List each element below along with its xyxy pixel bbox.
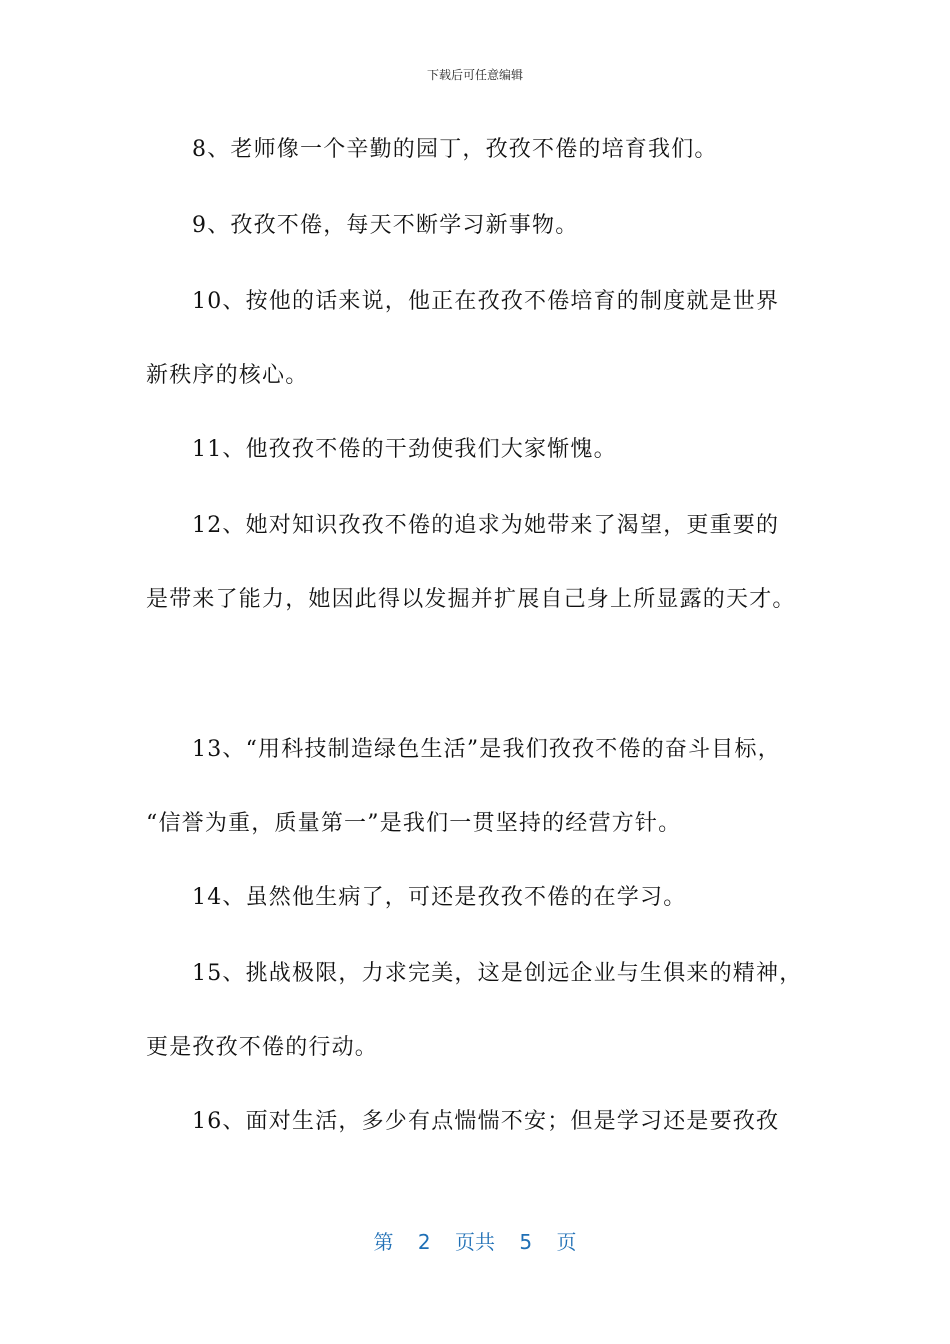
sentence-13: 13、“用科技制造绿色生活”是我们孜孜不倦的奋斗目标， [192, 737, 781, 762]
footer-total-pages: 5 [519, 1230, 533, 1254]
sentence-14: 14、虽然他生病了，可还是孜孜不倦的在学习。 [192, 885, 687, 910]
sentence-9: 9、孜孜不倦，每天不断学习新事物。 [192, 213, 579, 238]
sentence-13-cont: “信誉为重，质量第一”是我们一贯坚持的经营方针。 [146, 811, 682, 836]
footer-page-number: 2 [417, 1230, 431, 1254]
sentence-15-cont: 更是孜孜不倦的行动。 [146, 1035, 379, 1060]
sentence-10-cont: 新秩序的核心。 [146, 363, 309, 388]
footer-suffix: 页 [556, 1230, 577, 1254]
sentence-8: 8、老师像一个辛勤的园丁，孜孜不倦的培育我们。 [192, 137, 718, 162]
sentence-15: 15、挑战极限，力求完美，这是创远企业与生俱来的精神， [192, 961, 803, 986]
sentence-16: 16、面对生活，多少有点惴惴不安；但是学习还是要孜孜 [192, 1109, 780, 1134]
page-header: 下载后可任意编辑 [426, 68, 523, 82]
sentence-12: 12、她对知识孜孜不倦的追求为她带来了渴望，更重要的 [192, 513, 780, 538]
sentence-10: 10、按他的话来说，他正在孜孜不倦培育的制度就是世界 [192, 289, 780, 314]
page-footer [0, 1226, 950, 1255]
footer-prefix: 第 [373, 1230, 394, 1254]
footer-middle: 页共 [455, 1230, 495, 1254]
sentence-11: 11、他孜孜不倦的干劲使我们大家惭愧。 [192, 437, 617, 462]
sentence-12-cont: 是带来了能力，她因此得以发掘并扩展自己身上所显露的天才。 [146, 587, 796, 612]
